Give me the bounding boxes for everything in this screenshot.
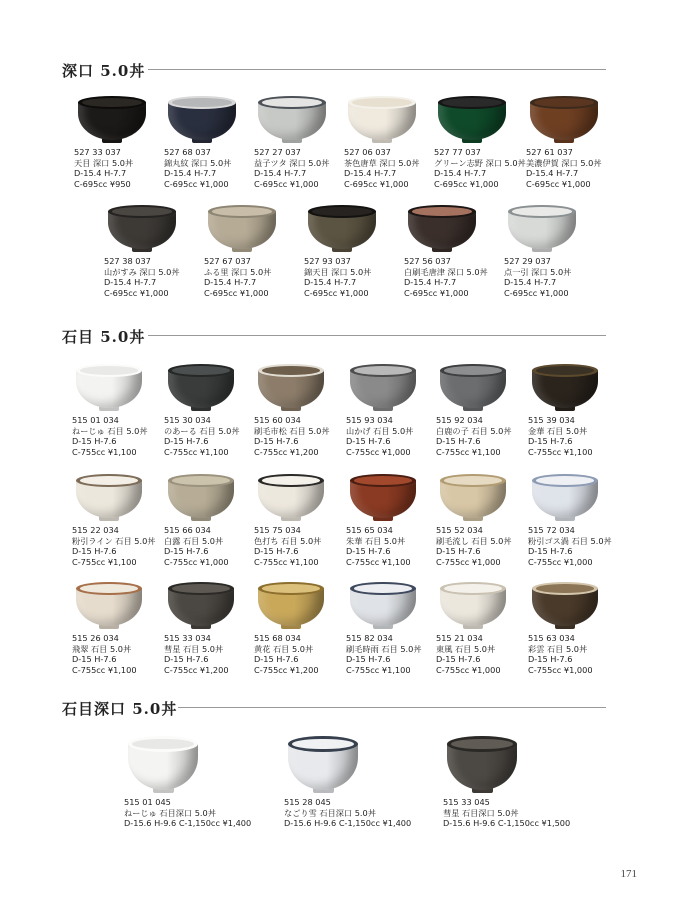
product-item <box>526 96 618 189</box>
bowl-image <box>258 582 324 626</box>
bowl-image <box>350 582 416 626</box>
bowl-image <box>308 205 376 249</box>
product-code: 527 68 037 <box>164 147 211 157</box>
product-info <box>528 415 620 457</box>
product-name: 茶色唐草 深口 5.0丼 <box>344 157 420 168</box>
bowl-image <box>348 96 416 140</box>
bowl-image <box>168 474 234 518</box>
product-size: D-15 H-7.6 <box>254 546 299 556</box>
product-size: D-15 H-7.6 <box>346 546 391 556</box>
section-title-ishime: 石目 5.0丼 <box>62 328 146 346</box>
product-item <box>528 364 620 457</box>
product-size: D-15.4 H-7.7 <box>204 277 257 287</box>
product-name: 黄花 石目 5.0丼 <box>254 643 314 654</box>
product-code: 515 82 034 <box>346 633 393 643</box>
product-name: 刷毛流し 石目 5.0丼 <box>436 535 512 546</box>
product-size: D-15 H-7.6 <box>164 654 209 664</box>
bowl-image <box>128 736 198 790</box>
product-price: C-755cc ¥1,100 <box>72 664 137 675</box>
product-info <box>304 256 396 298</box>
product-name: 朱華 石目 5.0丼 <box>346 535 406 546</box>
product-item <box>254 96 346 189</box>
product-code: 515 33 034 <box>164 633 211 643</box>
product-price: C-695cc ¥1,000 <box>104 287 169 298</box>
bowl-image <box>350 364 416 408</box>
product-info <box>164 147 256 189</box>
bowl-image <box>258 364 324 408</box>
product-item <box>124 736 274 829</box>
section-rule <box>178 707 606 708</box>
product-price: C-755cc ¥1,200 <box>254 446 319 457</box>
product-info <box>284 797 434 829</box>
product-size: D-15 H-7.6 <box>72 436 117 446</box>
product-info <box>434 147 526 189</box>
product-item <box>434 96 526 189</box>
bowl-image <box>508 205 576 249</box>
product-code: 515 63 034 <box>528 633 575 643</box>
product-size: D-15.4 H-7.7 <box>104 277 157 287</box>
product-item <box>164 582 256 675</box>
product-size: D-15.4 H-7.7 <box>74 168 127 178</box>
product-price: C-755cc ¥1,100 <box>528 446 593 457</box>
product-price: C-755cc ¥1,000 <box>528 556 593 567</box>
product-info <box>254 147 346 189</box>
product-size: D-15.6 H-9.6 C-1,150cc ¥1,400 <box>124 818 252 828</box>
product-size: D-15.4 H-7.7 <box>304 277 357 287</box>
product-size: D-15 H-7.6 <box>346 436 391 446</box>
product-code: 527 27 037 <box>254 147 301 157</box>
product-item <box>528 474 620 567</box>
product-code: 515 92 034 <box>436 415 483 425</box>
product-name: 美濃伊賀 深口 5.0丼 <box>526 157 602 168</box>
product-info <box>443 797 593 829</box>
product-item <box>504 205 596 298</box>
product-item <box>254 364 346 457</box>
product-size: D-15.4 H-7.7 <box>526 168 579 178</box>
section-title-fukaguchi: 深口 5.0丼 <box>62 62 146 80</box>
product-size: D-15 H-7.6 <box>254 436 299 446</box>
bowl-image <box>168 364 234 408</box>
product-info <box>528 633 620 675</box>
product-code: 515 60 034 <box>254 415 301 425</box>
product-item <box>164 96 256 189</box>
product-name: 天目 深口 5.0丼 <box>74 157 134 168</box>
product-name: 白鹿の子 石目 5.0丼 <box>436 425 512 436</box>
bowl-image <box>408 205 476 249</box>
product-code: 515 21 034 <box>436 633 483 643</box>
product-code: 515 26 034 <box>72 633 119 643</box>
bowl-image <box>288 736 358 790</box>
product-info <box>404 256 496 298</box>
product-name: 金華 石目 5.0丼 <box>528 425 588 436</box>
product-name: ねーじゅ 石目 5.0丼 <box>72 425 148 436</box>
product-info <box>124 797 274 829</box>
product-code: 515 75 034 <box>254 525 301 535</box>
product-item <box>346 474 438 567</box>
product-item <box>436 474 528 567</box>
product-info <box>346 415 438 457</box>
product-size: D-15 H-7.6 <box>528 654 573 664</box>
bowl-image <box>440 582 506 626</box>
product-name: 東風 石目 5.0丼 <box>436 643 496 654</box>
bowl-image <box>532 474 598 518</box>
product-price: C-695cc ¥1,000 <box>504 287 569 298</box>
product-price: C-755cc ¥1,100 <box>346 664 411 675</box>
section-rule <box>148 69 606 70</box>
bowl-image <box>530 96 598 140</box>
product-item <box>72 474 164 567</box>
product-code: 515 33 045 <box>443 797 490 807</box>
product-price: C-695cc ¥1,000 <box>526 178 591 189</box>
product-price: C-755cc ¥1,200 <box>254 664 319 675</box>
product-code: 527 77 037 <box>434 147 481 157</box>
product-info <box>72 633 164 675</box>
product-name: 彩雲 石目 5.0丼 <box>528 643 588 654</box>
product-info <box>254 525 346 567</box>
bowl-image <box>168 582 234 626</box>
product-size: D-15 H-7.6 <box>164 436 209 446</box>
product-info <box>164 525 256 567</box>
product-price: C-755cc ¥1,000 <box>164 556 229 567</box>
product-info <box>254 415 346 457</box>
page-number: 171 <box>620 868 637 880</box>
product-size: D-15.4 H-7.7 <box>254 168 307 178</box>
bowl-image <box>168 96 236 140</box>
product-size: D-15 H-7.6 <box>528 546 573 556</box>
product-size: D-15.6 H-9.6 C-1,150cc ¥1,400 <box>284 818 412 828</box>
product-price: C-695cc ¥1,000 <box>404 287 469 298</box>
product-price: C-755cc ¥1,000 <box>436 664 501 675</box>
product-size: D-15 H-7.6 <box>436 654 481 664</box>
product-item <box>344 96 436 189</box>
product-size: D-15 H-7.6 <box>346 654 391 664</box>
product-code: 515 01 034 <box>72 415 119 425</box>
product-name: 刷毛時雨 石目 5.0丼 <box>346 643 422 654</box>
product-price: C-695cc ¥1,000 <box>434 178 499 189</box>
bowl-image <box>440 474 506 518</box>
product-code: 515 65 034 <box>346 525 393 535</box>
product-price: C-755cc ¥1,100 <box>164 446 229 457</box>
product-price: C-755cc ¥1,100 <box>254 556 319 567</box>
product-size: D-15.4 H-7.7 <box>164 168 217 178</box>
product-size: D-15.4 H-7.7 <box>344 168 397 178</box>
product-name: 益子ツタ 深口 5.0丼 <box>254 157 330 168</box>
product-item <box>254 582 346 675</box>
product-price: C-755cc ¥1,000 <box>346 446 411 457</box>
product-name: 彗星 石目 5.0丼 <box>164 643 224 654</box>
product-item <box>284 736 434 829</box>
product-code: 527 56 037 <box>404 256 451 266</box>
product-name: なごり雪 石目深口 5.0丼 <box>284 807 376 818</box>
product-name: 錦丸紋 深口 5.0丼 <box>164 157 232 168</box>
product-code: 515 22 034 <box>72 525 119 535</box>
product-name: 粉引ゴス渦 石目 5.0丼 <box>528 535 612 546</box>
product-size: D-15 H-7.6 <box>72 546 117 556</box>
product-size: D-15 H-7.6 <box>254 654 299 664</box>
product-name: グリーン志野 深口 5.0丼 <box>434 157 526 168</box>
product-item <box>74 96 166 189</box>
product-name: 点一引 深口 5.0丼 <box>504 266 572 277</box>
section-rule <box>148 335 606 336</box>
product-name: 錦天目 深口 5.0丼 <box>304 266 372 277</box>
product-name: 粉引ライン 石目 5.0丼 <box>72 535 156 546</box>
product-info <box>436 415 528 457</box>
bowl-image <box>258 96 326 140</box>
product-price: C-755cc ¥1,100 <box>436 446 501 457</box>
product-info <box>526 147 618 189</box>
product-size: D-15 H-7.6 <box>164 546 209 556</box>
bowl-image <box>76 364 142 408</box>
product-name: 白露 石目 5.0丼 <box>164 535 224 546</box>
product-price: C-755cc ¥1,100 <box>346 556 411 567</box>
product-price: C-695cc ¥1,000 <box>164 178 229 189</box>
product-name: 白刷毛唐津 深口 5.0丼 <box>404 266 488 277</box>
product-code: 515 30 034 <box>164 415 211 425</box>
product-info <box>164 633 256 675</box>
product-name: 飛翠 石目 5.0丼 <box>72 643 132 654</box>
product-item <box>528 582 620 675</box>
product-info <box>104 256 196 298</box>
product-item <box>164 364 256 457</box>
product-info <box>504 256 596 298</box>
product-price: C-695cc ¥1,000 <box>304 287 369 298</box>
bowl-image <box>108 205 176 249</box>
product-code: 515 28 045 <box>284 797 331 807</box>
bowl-image <box>532 582 598 626</box>
product-code: 527 67 037 <box>204 256 251 266</box>
bowl-image <box>440 364 506 408</box>
bowl-image <box>76 474 142 518</box>
product-size: D-15 H-7.6 <box>528 436 573 446</box>
product-info <box>528 525 620 567</box>
product-price: C-695cc ¥1,000 <box>344 178 409 189</box>
bowl-image <box>208 205 276 249</box>
product-code: 515 66 034 <box>164 525 211 535</box>
product-price: C-755cc ¥1,100 <box>72 556 137 567</box>
bowl-image <box>350 474 416 518</box>
product-item <box>204 205 296 298</box>
product-code: 527 61 037 <box>526 147 573 157</box>
product-code: 527 38 037 <box>104 256 151 266</box>
product-size: D-15 H-7.6 <box>436 546 481 556</box>
product-item <box>436 582 528 675</box>
product-info <box>346 525 438 567</box>
product-item <box>104 205 196 298</box>
product-info <box>436 633 528 675</box>
product-info <box>204 256 296 298</box>
product-info <box>436 525 528 567</box>
product-name: ねーじゅ 石目深口 5.0丼 <box>124 807 216 818</box>
product-code: 515 52 034 <box>436 525 483 535</box>
product-price: C-755cc ¥1,100 <box>72 446 137 457</box>
bowl-image <box>447 736 517 790</box>
product-code: 527 06 037 <box>344 147 391 157</box>
product-code: 527 33 037 <box>74 147 121 157</box>
product-info <box>346 633 438 675</box>
product-name: 彗星 石目深口 5.0丼 <box>443 807 519 818</box>
product-info <box>72 525 164 567</box>
product-size: D-15 H-7.6 <box>436 436 481 446</box>
product-size: D-15.6 H-9.6 C-1,150cc ¥1,500 <box>443 818 571 828</box>
product-name: 山がすみ 深口 5.0丼 <box>104 266 180 277</box>
bowl-image <box>258 474 324 518</box>
product-item <box>346 364 438 457</box>
product-item <box>436 364 528 457</box>
product-size: D-15.4 H-7.7 <box>434 168 487 178</box>
section-title-ishime-fukaguchi: 石目深口 5.0丼 <box>62 700 178 718</box>
product-price: C-695cc ¥1,000 <box>254 178 319 189</box>
bowl-image <box>76 582 142 626</box>
product-name: 色打ち 石目 5.0丼 <box>254 535 322 546</box>
product-item <box>72 364 164 457</box>
bowl-image <box>532 364 598 408</box>
product-code: 527 29 037 <box>504 256 551 266</box>
product-name: ふる里 深口 5.0丼 <box>204 266 272 277</box>
product-code: 515 72 034 <box>528 525 575 535</box>
product-name: 刷毛市松 石目 5.0丼 <box>254 425 330 436</box>
product-item <box>164 474 256 567</box>
product-item <box>304 205 396 298</box>
product-info <box>72 415 164 457</box>
product-code: 515 01 045 <box>124 797 171 807</box>
product-price: C-755cc ¥1,000 <box>436 556 501 567</box>
product-size: D-15 H-7.6 <box>72 654 117 664</box>
product-price: C-695cc ¥950 <box>74 178 131 189</box>
bowl-image <box>438 96 506 140</box>
product-name: のあーる 石目 5.0丼 <box>164 425 240 436</box>
product-size: D-15.4 H-7.7 <box>504 277 557 287</box>
product-name: 山かげ 石目 5.0丼 <box>346 425 414 436</box>
product-item <box>72 582 164 675</box>
bowl-image <box>78 96 146 140</box>
product-price: C-695cc ¥1,000 <box>204 287 269 298</box>
product-item <box>346 582 438 675</box>
product-code: 515 68 034 <box>254 633 301 643</box>
product-price: C-755cc ¥1,200 <box>164 664 229 675</box>
product-code: 515 93 034 <box>346 415 393 425</box>
product-info <box>74 147 166 189</box>
product-info <box>344 147 436 189</box>
product-code: 515 39 034 <box>528 415 575 425</box>
product-code: 527 93 037 <box>304 256 351 266</box>
product-item <box>443 736 593 829</box>
product-info <box>164 415 256 457</box>
product-item <box>254 474 346 567</box>
product-info <box>254 633 346 675</box>
product-size: D-15.4 H-7.7 <box>404 277 457 287</box>
product-price: C-755cc ¥1,000 <box>528 664 593 675</box>
product-item <box>404 205 496 298</box>
